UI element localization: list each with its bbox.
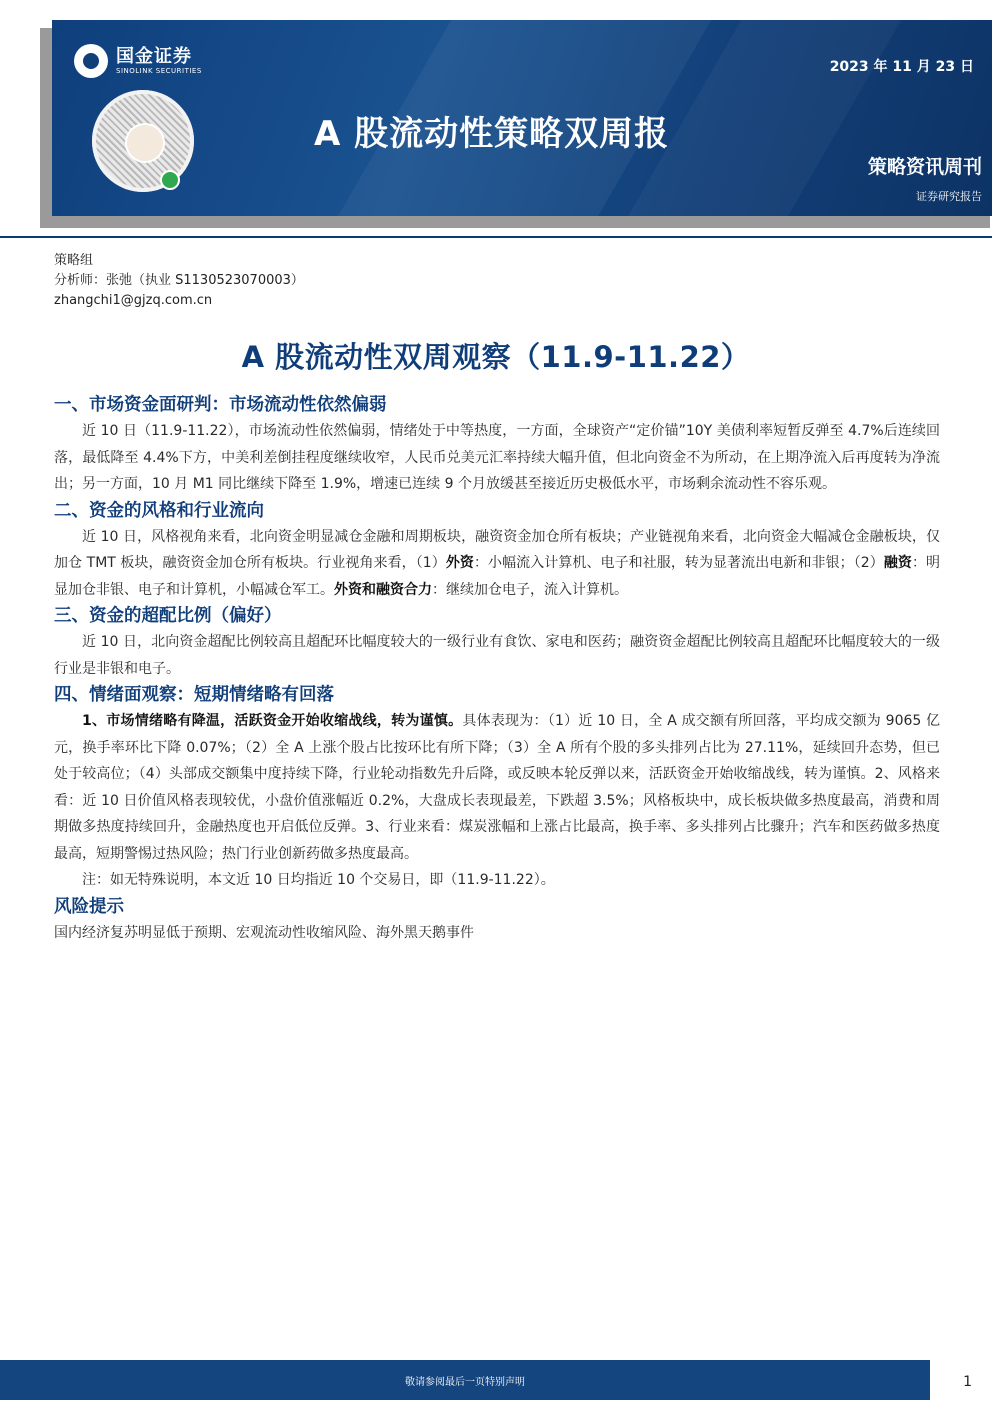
report-type: 策略资讯周刊 [867, 156, 982, 178]
footer-disclaimer: 敬请参阅最后一页特别声明 [405, 1377, 525, 1388]
analyst-email: zhangchi1@gjzq.com.cn [54, 293, 213, 308]
qr-code-icon [92, 90, 194, 192]
section-paragraph: 近 10 日，风格视角来看，北向资金明显减仓金融和周期板块，融资资金加仓所有板块；产业链视角来看，北向资金大幅减仓金融板块，仅加仓 TMT 板块，融资资金加仓所有板块。行业视角来看，（1）外资：小幅流入计算机、电子和社服，转为显著流出电新和非银；（2）融资：明显加仓非银、电子和计算机，小幅减仓军工。外资和融资合力：继续加仓电子，流入计算机。 [54, 528, 941, 598]
footnote: 注：如无特殊说明，本文近 10 日均指近 10 个交易日，即（11.9-11.22）。 [82, 872, 555, 888]
logo-icon [74, 44, 108, 78]
report-banner [52, 20, 992, 216]
wechat-badge-icon [160, 170, 180, 190]
section-paragraph: 1、市场情绪略有降温，活跃资金开始收缩战线，转为谨慎。具体表现为：（1）近 10 日，全 A 成交额有所回落，平均成交额为 9065 亿元，换手率环比下降 0.07%；（2）全 A 上涨个股占比按环比有所下降；（3）全 A 所有个股的多头排列占比为 27.11%，延续回升态势，但已处于较高位；（4）头部成交额集中度持续下降，行业轮动指数先升后降，或反映本轮反弹以来，活跃资金开始收缩战线，转为谨慎。2、风格来看：近 10 日价值风格表现较优，小盘价值涨幅近 0.2%，大盘成长表现最差，下跌超 3.5%；风格板块中，成长板块做多热度最高，消费和周期做多热度持续回升，金融热度也开启低位反弹。3、行业来看：煤炭涨幅和上涨占比最高，换手率、多头排列占比骤升；汽车和医药做多热度最高，短期警惕过热风险；热门行业创新药做多热度最高。 [54, 713, 940, 862]
qr-center-logo [125, 123, 165, 163]
section-heading: 三、资金的超配比例（偏好） [54, 606, 282, 626]
page-title: A 股流动性双周观察（11.9-11.22） [241, 340, 751, 374]
report-body [54, 392, 940, 946]
header-divider [0, 236, 992, 238]
section-heading: 一、市场资金面研判：市场流动性依然偏弱 [54, 395, 387, 415]
team-name: 策略组 [54, 253, 94, 268]
section-heading: 二、资金的风格和行业流向 [54, 500, 264, 521]
report-date: 2023 年 11 月 23 日 [829, 59, 974, 75]
section-paragraph: 近 10 日（11.9-11.22），市场流动性依然偏弱，情绪处于中等热度，一方面，全球资产“定价锚”10Y 美债利率短暂反弹至 4.7%后连续回落，最低降至 4.4%下方，中美利差倒挂程度继续收窄，人民币兑美元汇率持续大幅升值，但北向资金不为所动，在上期净流入后再度转为净流出；另一方面，10 月 M1 同比继续下降至 1.9%，增速已连续 9 个月放缓甚至接近历史极低水平，市场剩余流动性不容乐观。 [54, 423, 940, 492]
report-subtype: 证券研究报告 [916, 190, 982, 203]
report-series-title: A 股流动性策略双周报 [314, 114, 670, 154]
section-heading: 四、情绪面观察：短期情绪略有回落 [54, 685, 334, 705]
logo-cn: 国金证券 [116, 45, 192, 67]
risk-text: 国内经济复苏明显低于预期、宏观流动性收缩风险、海外黑天鹅事件 [54, 924, 474, 941]
analyst-name: 分析师：张弛（执业 S1130523070003） [54, 273, 304, 288]
company-logo [74, 44, 202, 78]
page-number: 1 [963, 1374, 972, 1390]
author-block [54, 251, 304, 311]
risk-heading: 风险提示 [54, 896, 124, 917]
section-paragraph: 近 10 日，北向资金超配比例较高且超配环比幅度较大的一级行业有食饮、家电和医药；融资资金超配比例较高且超配环比幅度较大的一级行业是非银和电子。 [54, 634, 940, 677]
logo-en: SINOLINK SECURITIES [116, 66, 202, 75]
